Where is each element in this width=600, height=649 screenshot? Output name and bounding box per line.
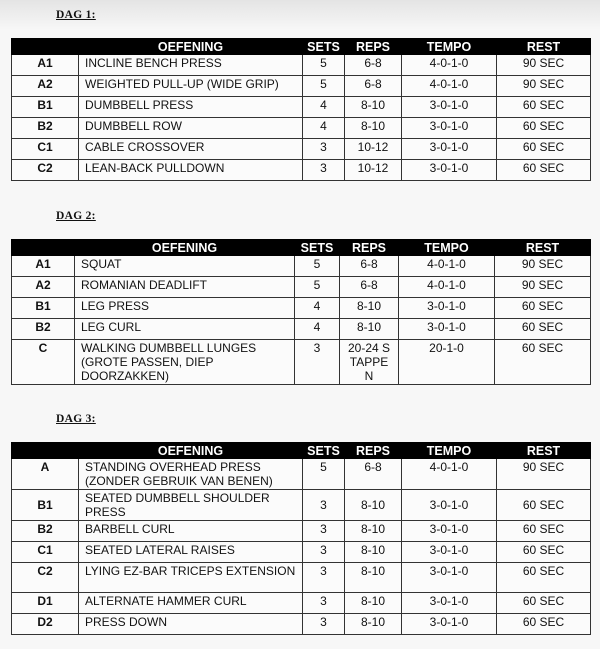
day-1-table: [11, 38, 591, 181]
cell-rest: 90 SEC: [495, 277, 591, 298]
day-2-title: DAG 2:: [56, 210, 96, 222]
header-reps: REPS: [340, 240, 399, 256]
cell-code: A: [12, 459, 79, 490]
table-row: [12, 256, 591, 277]
cell-tempo: 3-0-1-0: [402, 614, 497, 635]
cell-exercise: LEAN-BACK PULLDOWN: [79, 160, 303, 181]
cell-sets: 5: [303, 76, 345, 97]
cell-reps: 6-8: [340, 277, 399, 298]
cell-exercise: ROMANIAN DEADLIFT: [75, 277, 295, 298]
table-row: [12, 319, 591, 340]
cell-sets: 3: [303, 542, 345, 563]
cell-rest: 60 SEC: [497, 593, 591, 614]
cell-code: B2: [12, 521, 79, 542]
cell-code: A1: [12, 256, 75, 277]
day-3-title: DAG 3:: [56, 413, 96, 425]
cell-rest: 60 SEC: [497, 118, 591, 139]
cell-code: D2: [12, 614, 79, 635]
cell-reps: 6-8: [345, 76, 402, 97]
header-tempo: TEMPO: [399, 240, 495, 256]
cell-exercise: DUMBBELL PRESS: [79, 97, 303, 118]
cell-sets: 3: [303, 160, 345, 181]
table-row: [12, 542, 591, 563]
cell-rest: 60 SEC: [497, 139, 591, 160]
table-row: [12, 139, 591, 160]
cell-exercise: LEG CURL: [75, 319, 295, 340]
table-row: [12, 521, 591, 542]
table-row: [12, 277, 591, 298]
header-tempo: TEMPO: [402, 39, 497, 55]
header-reps: REPS: [345, 39, 402, 55]
table-row: [12, 563, 591, 593]
cell-code: B1: [12, 97, 79, 118]
header-exercise: OEFENING: [75, 240, 295, 256]
cell-sets: 3: [295, 340, 340, 385]
cell-rest: 90 SEC: [495, 256, 591, 277]
cell-rest: 90 SEC: [497, 459, 591, 490]
cell-code: B1: [12, 490, 79, 521]
cell-tempo: 3-0-1-0: [402, 563, 497, 593]
cell-tempo: 3-0-1-0: [399, 319, 495, 340]
cell-exercise: PRESS DOWN: [79, 614, 303, 635]
cell-exercise: ALTERNATE HAMMER CURL: [79, 593, 303, 614]
table-row: [12, 593, 591, 614]
cell-reps: 6-8: [345, 459, 402, 490]
cell-rest: 60 SEC: [495, 340, 591, 385]
table-row: [12, 55, 591, 76]
cell-reps: 8-10: [345, 593, 402, 614]
cell-reps: 8-10: [345, 563, 402, 593]
table-row: [12, 490, 591, 521]
cell-reps: 8-10: [340, 298, 399, 319]
cell-code: C1: [12, 542, 79, 563]
cell-sets: 5: [295, 277, 340, 298]
cell-tempo: 3-0-1-0: [402, 160, 497, 181]
table-row: [12, 118, 591, 139]
header-rest: REST: [497, 443, 591, 459]
cell-reps: 8-10: [345, 614, 402, 635]
cell-tempo: 4-0-1-0: [402, 76, 497, 97]
cell-code: A1: [12, 55, 79, 76]
cell-rest: 60 SEC: [495, 298, 591, 319]
cell-rest: 60 SEC: [497, 521, 591, 542]
cell-code: B2: [12, 118, 79, 139]
table-row: [12, 614, 591, 635]
cell-rest: 60 SEC: [497, 160, 591, 181]
cell-rest: 60 SEC: [497, 563, 591, 593]
day-1-title: DAG 1:: [56, 9, 96, 21]
cell-reps: 6-8: [340, 256, 399, 277]
cell-tempo: 4-0-1-0: [402, 459, 497, 490]
cell-reps: 20-24 STAPPEN: [340, 340, 399, 385]
cell-code: D1: [12, 593, 79, 614]
cell-sets: 4: [303, 97, 345, 118]
cell-tempo: 3-0-1-0: [402, 97, 497, 118]
table-row: [12, 459, 591, 490]
header-sets: SETS: [303, 39, 345, 55]
header-code: [12, 443, 79, 459]
table-header-row: [12, 240, 591, 256]
cell-rest: 60 SEC: [497, 97, 591, 118]
cell-exercise: LEG PRESS: [75, 298, 295, 319]
table-row: [12, 298, 591, 319]
cell-exercise: WEIGHTED PULL-UP (WIDE GRIP): [79, 76, 303, 97]
cell-exercise: WALKING DUMBBELL LUNGES (GROTE PASSEN, DIEP DOORZAKKEN): [75, 340, 295, 385]
cell-exercise: DUMBBELL ROW: [79, 118, 303, 139]
table-row: [12, 97, 591, 118]
cell-sets: 5: [295, 256, 340, 277]
cell-rest: 90 SEC: [497, 55, 591, 76]
cell-code: B1: [12, 298, 75, 319]
cell-code: C2: [12, 160, 79, 181]
header-code: [12, 240, 75, 256]
cell-code: A2: [12, 277, 75, 298]
day-2-table: [11, 239, 591, 385]
cell-exercise: CABLE CROSSOVER: [79, 139, 303, 160]
cell-exercise: BARBELL CURL: [79, 521, 303, 542]
cell-sets: 3: [303, 563, 345, 593]
cell-sets: 3: [303, 490, 345, 521]
cell-tempo: 4-0-1-0: [402, 55, 497, 76]
cell-tempo: 3-0-1-0: [399, 298, 495, 319]
cell-tempo: 3-0-1-0: [402, 118, 497, 139]
cell-sets: 4: [303, 118, 345, 139]
cell-reps: 8-10: [345, 542, 402, 563]
header-tempo: TEMPO: [402, 443, 497, 459]
cell-sets: 3: [303, 614, 345, 635]
cell-tempo: 3-0-1-0: [402, 542, 497, 563]
cell-rest: 60 SEC: [495, 319, 591, 340]
cell-reps: 10-12: [345, 139, 402, 160]
cell-sets: 3: [303, 521, 345, 542]
cell-tempo: 3-0-1-0: [402, 521, 497, 542]
cell-sets: 4: [295, 319, 340, 340]
header-code: [12, 39, 79, 55]
cell-code: C: [12, 340, 75, 385]
cell-tempo: 4-0-1-0: [399, 277, 495, 298]
table-row: [12, 340, 591, 385]
cell-rest: 60 SEC: [497, 490, 591, 521]
table-row: [12, 160, 591, 181]
cell-tempo: 20-1-0: [399, 340, 495, 385]
cell-exercise: SEATED DUMBBELL SHOULDER PRESS: [79, 490, 303, 521]
cell-exercise: SQUAT: [75, 256, 295, 277]
cell-sets: 3: [303, 593, 345, 614]
cell-reps: 8-10: [340, 319, 399, 340]
cell-tempo: 3-0-1-0: [402, 593, 497, 614]
cell-rest: 60 SEC: [497, 614, 591, 635]
header-exercise: OEFENING: [79, 39, 303, 55]
cell-reps: 8-10: [345, 118, 402, 139]
cell-reps: 8-10: [345, 490, 402, 521]
cell-exercise: SEATED LATERAL RAISES: [79, 542, 303, 563]
cell-exercise: INCLINE BENCH PRESS: [79, 55, 303, 76]
cell-tempo: 3-0-1-0: [402, 490, 497, 521]
table-row: [12, 76, 591, 97]
cell-code: C1: [12, 139, 79, 160]
cell-sets: 4: [295, 298, 340, 319]
cell-reps: 8-10: [345, 97, 402, 118]
table-header-row: [12, 39, 591, 55]
cell-sets: 5: [303, 459, 345, 490]
cell-reps: 6-8: [345, 55, 402, 76]
cell-tempo: 4-0-1-0: [399, 256, 495, 277]
day-3-table: [11, 442, 591, 635]
cell-code: A2: [12, 76, 79, 97]
cell-rest: 90 SEC: [497, 76, 591, 97]
cell-code: C2: [12, 563, 79, 593]
cell-exercise: STANDING OVERHEAD PRESS (ZONDER GEBRUIK VAN BENEN): [79, 459, 303, 490]
table-header-row: [12, 443, 591, 459]
cell-tempo: 3-0-1-0: [402, 139, 497, 160]
cell-code: B2: [12, 319, 75, 340]
cell-rest: 60 SEC: [497, 542, 591, 563]
header-reps: REPS: [345, 443, 402, 459]
header-rest: REST: [495, 240, 591, 256]
cell-sets: 5: [303, 55, 345, 76]
header-sets: SETS: [295, 240, 340, 256]
cell-reps: 10-12: [345, 160, 402, 181]
header-exercise: OEFENING: [79, 443, 303, 459]
cell-reps: 8-10: [345, 521, 402, 542]
header-sets: SETS: [303, 443, 345, 459]
cell-exercise: LYING EZ-BAR TRICEPS EXTENSION: [79, 563, 303, 593]
cell-sets: 3: [303, 139, 345, 160]
header-rest: REST: [497, 39, 591, 55]
